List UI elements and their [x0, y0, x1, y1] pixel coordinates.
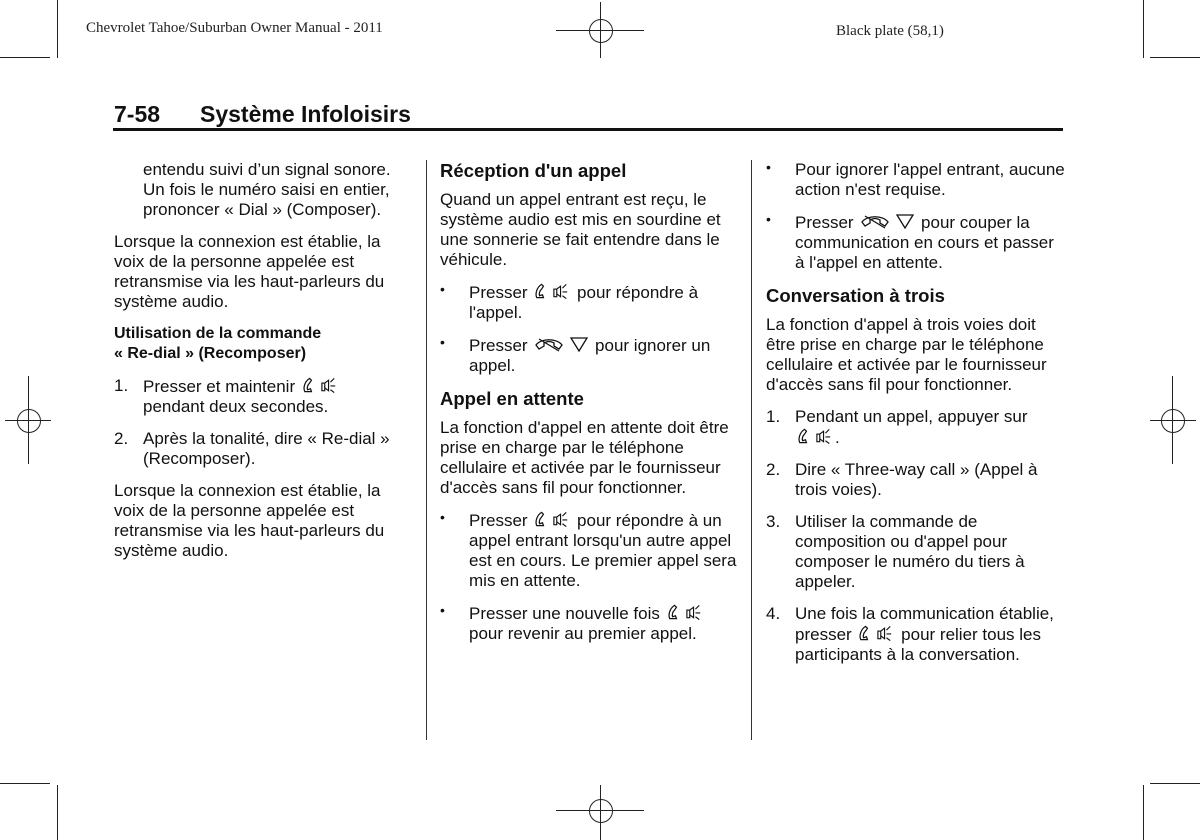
plate-label: Black plate (58,1)	[836, 23, 944, 39]
list-item: • Presser pour ignorer un appel.	[440, 334, 711, 375]
section-title: Système Infoloisirs	[200, 101, 411, 127]
heading: Réception d'un appel	[440, 160, 627, 181]
paragraph: Quand un appel entrant est reçu, le système audio est mis en sourdine et une sonnerie se fait entendre dans le véhicule.	[440, 190, 721, 269]
list-item: • Presser pour répondre à l'appel.	[440, 281, 699, 322]
phone-talk-icon	[301, 376, 339, 394]
step-number: 1.	[766, 407, 781, 426]
column-3	[766, 160, 1066, 677]
bullet: •	[766, 159, 771, 175]
list-item: • Pour ignorer l'appel entrant, aucune action n'est requise.	[766, 159, 1065, 199]
header-rule	[113, 128, 1063, 131]
paragraph: La fonction d'appel à trois voies doit être prise en charge par le téléphone cellulaire et activée par le fournisseur d'accès sans fil pour fonctionner.	[766, 315, 1047, 394]
continued-text: entendu suivi d’un signal sonore. Un fois le numéro saisi en entier, prononcer « Dial » (Composer).	[143, 160, 391, 219]
list-item: 1. Presser et maintenir pendant deux secondes.	[114, 376, 414, 417]
step-number: 2.	[114, 429, 129, 448]
bullet: •	[440, 281, 445, 297]
bullet: •	[440, 602, 445, 618]
manual-title: Chevrolet Tahoe/Suburban Owner Manual - 2011	[86, 20, 383, 36]
phone-end-mute-icon	[859, 212, 915, 230]
phone-talk-icon	[533, 510, 571, 528]
step-number: 3.	[766, 512, 781, 531]
list-item: 4. Une fois la communication établie, presser pour relier tous les participants à la conversation.	[766, 604, 1054, 664]
paragraph: La fonction d'appel en attente doit être prise en charge par le téléphone cellulaire et activée par le fournisseur d'accès sans fil pour fonctionner.	[440, 418, 729, 497]
column-divider	[751, 160, 752, 740]
heading: Conversation à trois	[766, 285, 945, 306]
list-item: 2. Après la tonalité, dire « Re-dial » (Recomposer).	[114, 429, 390, 468]
column-divider	[426, 160, 427, 740]
phone-talk-icon	[533, 282, 571, 300]
paragraph: Lorsque la connexion est établie, la voix de la personne appelée est retransmise via les haut-parleurs du système audio.	[114, 232, 385, 311]
list-item: 1. Pendant un appel, appuyer sur .	[766, 407, 1028, 447]
column-1	[114, 160, 414, 573]
list-item: • Presser pour répondre à un appel entrant lorsqu'un autre appel est en cours. Le premier appel sera mis en attente.	[440, 509, 737, 590]
bullet: •	[440, 509, 445, 525]
page-number: 7-58	[114, 101, 161, 127]
phone-end-mute-icon	[533, 335, 589, 353]
phone-talk-icon	[796, 427, 834, 445]
column-2	[440, 160, 740, 656]
step-number: 4.	[766, 604, 781, 623]
step-number: 1.	[114, 376, 129, 395]
bullet: •	[766, 211, 771, 227]
phone-talk-icon	[666, 603, 704, 621]
bullet: •	[440, 334, 445, 350]
heading: Appel en attente	[440, 388, 584, 409]
list-item: • Presser pour couper la communication en cours et passer à l'appel en attente.	[766, 211, 1054, 272]
paragraph: Lorsque la connexion est établie, la voix de la personne appelée est retransmise via les haut-parleurs du système audio.	[114, 481, 385, 560]
list-item: 3. Utiliser la commande de composition ou d'appel pour composer le numéro du tiers à appeler.	[766, 512, 1025, 591]
subheading: Utilisation de la commande « Re-dial » (Recomposer)	[114, 325, 322, 362]
list-item: 2. Dire « Three-way call » (Appel à trois voies).	[766, 460, 1038, 499]
step-number: 2.	[766, 460, 781, 479]
list-item: • Presser une nouvelle fois pour revenir au premier appel.	[440, 603, 740, 644]
phone-talk-icon	[857, 624, 895, 642]
